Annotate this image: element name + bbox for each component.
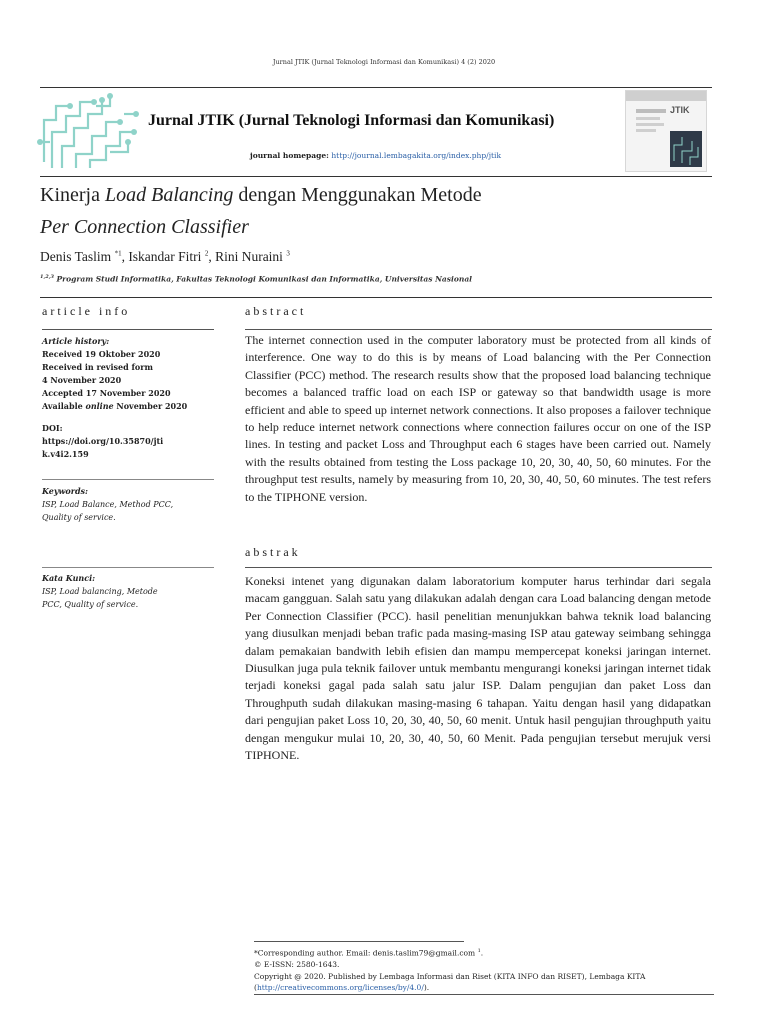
article-title-line2: Per Connection Classifier: [40, 216, 249, 238]
journal-cover-thumbnail: [625, 90, 707, 172]
doi-link[interactable]: https://doi.org/10.35870/jti: [42, 436, 164, 446]
abstrak-rule: [245, 567, 712, 568]
author-1-sup: *1: [114, 249, 122, 258]
kata-kunci-line2: PCC, Quality of service.: [42, 600, 139, 609]
keywords-line2: Quality of service.: [42, 513, 116, 522]
revised-label: Received in revised form: [42, 362, 153, 372]
kata-kunci: [42, 572, 214, 611]
title-italic-part: Load Balancing: [104, 184, 234, 206]
keywords-line1: ISP, Load Balance, Method PCC,: [42, 500, 174, 509]
corresponding-label: *Corresponding author. Email:: [254, 948, 373, 958]
keywords: [42, 485, 214, 524]
available-post: November 2020: [113, 401, 188, 411]
eissn: © E-ISSN: 2580-1643.: [254, 960, 340, 969]
available-pre: Available: [42, 401, 86, 411]
title-part: Kinerja: [40, 184, 105, 206]
header-bottom-rule: [40, 176, 712, 177]
corresponding-sup: 1: [477, 948, 481, 954]
author-2: , Iskandar Fitri: [121, 249, 205, 264]
article-title: [40, 184, 482, 207]
footnotes: [254, 946, 714, 994]
abstrak-text: Koneksi intenet yang digunakan dalam laboratorium komputer harus terhindar dari segala macam gangguan. Salah satu yang dilakukan adalah dengan cara Load balancing dengan metode Per Connection Classifier (PCC). hasil penelitian menunjukkan bahwa teknik load balancing yang diusulkan menjadi beban trafic pada masing-masing ISP atau gateway seimbang sehingga dalam pemakaian bandwith lebih efisien dan mampu mempercepat koneksi jaringan internet. Diusulkan juga pula teknik failover untuk membantu mengurangi koneksi jaringan internet tidak terjadi koneksi gagal pada salah satu jalur ISP. Dalam pengujian dan paket Loss dan Throughputh sudah dilakukan masing-masing 6 tahapan. Yaitu dengan hasil yang didapatkan dari pengujian paket Loss 10, 20, 30, 40, 50, 60 menit. Untuk hasil pengujian throughputh yaitu dengan mengukur mulai 10, 20, 30, 40, 50, 60 Menit. Pada pengujian tersebut merujuk versi TIPHONE.: [245, 574, 711, 763]
author-3-sup: 3: [286, 249, 290, 258]
license-link[interactable]: http://creativecommons.org/licenses/by/4.0/: [256, 983, 424, 992]
revised-date: 4 November 2020: [42, 375, 122, 385]
abstract-text: The internet connection used in the computer laboratory must be protected from all kinds of interference. One way to do this is by means of Load balancing with the Per Connection Classifier (PCC) method. The research results show that the proposed load balancing technique becomes a balanced traffic load on each ISP or gateway so that bandwidth usage is more efficient and able to speed up internet network connections. It also proposes a failover technique to help reduce internet network connections where connection failures occur on one of the ISP lines. In testing and packet Loss and Throughput each 6 stages have been carried out. Namely with the results obtained from testing the Loss package 10, 20, 30, 40, 50, 60 minutes. For the throughput test results, namely by measuring from 10, 20, 30, 40, 50, 60 minutes. The test refers to the TIPHONE version.: [245, 333, 711, 504]
author-2-sup: 2: [204, 249, 209, 258]
section-rule: [40, 297, 712, 298]
author-list: [40, 249, 290, 265]
license: [254, 982, 714, 994]
license-open: (: [254, 983, 257, 992]
kata-kunci-line1: ISP, Load balancing, Metode: [42, 587, 158, 596]
article-history: [42, 335, 214, 461]
cover-artwork: [626, 91, 706, 171]
keywords-label: Keywords:: [42, 486, 89, 496]
title-part-end: dengan Menggunakan Metode: [233, 184, 482, 206]
header-top-rule: [40, 87, 712, 88]
available-date: [42, 400, 214, 413]
article-info-rule: [42, 329, 214, 330]
doi-link-cont[interactable]: k.v4i2.159: [42, 449, 89, 459]
footnote-rule: [254, 941, 464, 942]
kata-kunci-rule: [42, 567, 214, 568]
keywords-rule: [42, 479, 214, 480]
abstrak-heading: abstrak: [245, 545, 301, 559]
cover-title: JTIK: [670, 105, 690, 115]
journal-homepage: [250, 151, 501, 160]
affiliation: [40, 274, 472, 284]
history-label: Article history:: [42, 336, 110, 346]
kata-kunci-label: Kata Kunci:: [42, 573, 96, 583]
abstract-rule: [245, 329, 712, 330]
abstract-heading: abstract: [245, 304, 307, 318]
corresponding-email[interactable]: denis.taslim79@gmail.com: [372, 948, 476, 958]
available-online: online: [85, 401, 114, 411]
copyright: Copyright @ 2020. Published by Lembaga Informasi dan Riset (KITA INFO dan RISET), Lembaga KITA: [254, 971, 646, 981]
author-3: , Rini Nuraini: [208, 249, 287, 264]
homepage-label: journal homepage:: [250, 151, 329, 160]
journal-logo: [36, 92, 140, 174]
running-head: Jurnal JTIK (Jurnal Teknologi Informasi dan Komunikasi) 4 (2) 2020: [272, 58, 496, 66]
homepage-link[interactable]: http://journal.lembagakita.org/index.php/jtik: [331, 151, 501, 160]
corresponding-author: *Corresponding author. Email: denis.taslim79@gmail.com $^1$.: [254, 948, 484, 958]
author-1: Denis Taslim: [40, 249, 115, 264]
received-date: Received 19 Oktober 2020: [42, 349, 161, 359]
license-close: ).: [423, 983, 430, 992]
affiliation-sup: 1,2,3: [40, 274, 54, 280]
accepted-date: Accepted 17 November 2020: [42, 388, 171, 398]
article-info-heading: article info: [42, 304, 131, 318]
bottom-rule: [254, 994, 714, 995]
doi-label: DOI:: [42, 423, 63, 433]
journal-title: Jurnal JTIK (Jurnal Teknologi Informasi dan Komunikasi): [148, 112, 555, 129]
affiliation-text: Program Studi Informatika, Fakultas Teknologi Komunikasi dan Informatika, Universitas Nasional: [56, 274, 473, 284]
